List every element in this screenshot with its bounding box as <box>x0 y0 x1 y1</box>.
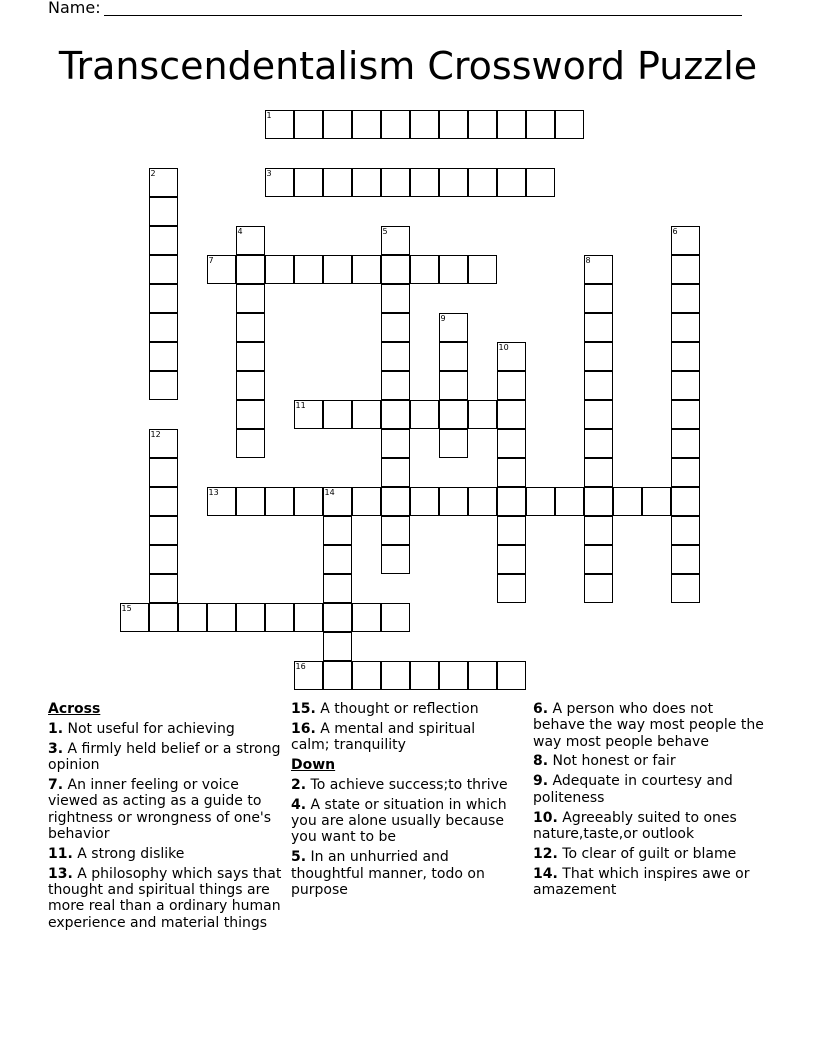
crossword-cell[interactable] <box>671 400 700 429</box>
crossword-cell[interactable] <box>671 284 700 313</box>
clue-text: To achieve success;to thrive <box>310 776 508 793</box>
crossword-cell[interactable] <box>149 284 178 313</box>
crossword-cell[interactable] <box>526 487 555 516</box>
crossword-cell[interactable] <box>352 487 381 516</box>
crossword-cell[interactable] <box>381 487 410 516</box>
crossword-cell[interactable] <box>381 400 410 429</box>
cell-number: 3 <box>266 169 272 178</box>
clue-number: 7. <box>48 776 64 793</box>
crossword-cell[interactable] <box>497 168 526 197</box>
clue-down-10 <box>533 810 769 843</box>
crossword-cell[interactable] <box>323 168 352 197</box>
crossword-cell[interactable] <box>381 255 410 284</box>
crossword-cell[interactable] <box>526 168 555 197</box>
clues-column-2 <box>291 701 513 902</box>
clue-text: An inner feeling or voice viewed as acting as a guide to rightness or wrongness of one's behavior <box>48 776 272 842</box>
clue-text: A mental and spiritual calm; tranquility <box>291 720 476 754</box>
crossword-cell[interactable] <box>584 342 613 371</box>
crossword-cell[interactable] <box>468 661 497 690</box>
crossword-cell[interactable] <box>323 400 352 429</box>
clue-text: A philosophy which says that thought and spiritual things are more real than a ordinary human experience and material things <box>48 865 282 931</box>
crossword-cell[interactable] <box>381 342 410 371</box>
clue-number: 11. <box>48 845 73 862</box>
crossword-cell[interactable] <box>236 313 265 342</box>
crossword-cell[interactable] <box>149 458 178 487</box>
clue-text: To clear of guilt or blame <box>562 845 737 862</box>
crossword-cell[interactable] <box>584 487 613 516</box>
clue-number: 13. <box>48 865 73 882</box>
cell-number: 5 <box>382 227 388 236</box>
crossword-cell[interactable] <box>352 661 381 690</box>
cell-number: 13 <box>208 488 219 497</box>
crossword-cell[interactable] <box>236 284 265 313</box>
clue-down-12 <box>533 846 769 862</box>
crossword-cell[interactable] <box>468 168 497 197</box>
clue-number: 12. <box>533 845 558 862</box>
crossword-cell[interactable] <box>149 255 178 284</box>
cell-number: 9 <box>440 314 446 323</box>
clue-text: A person who does not behave the way most people the way most people behave <box>533 701 764 750</box>
crossword-cell[interactable] <box>439 661 468 690</box>
crossword-cell[interactable] <box>439 255 468 284</box>
crossword-cell[interactable] <box>497 342 526 371</box>
clues-column-1 <box>48 701 284 934</box>
clue-number: 16. <box>291 720 316 737</box>
crossword-cell[interactable] <box>323 516 352 545</box>
crossword-cell[interactable] <box>294 400 323 429</box>
clue-down-6 <box>533 701 769 750</box>
crossword-cell[interactable] <box>584 516 613 545</box>
crossword-cell[interactable] <box>323 661 352 690</box>
crossword-cell[interactable] <box>671 313 700 342</box>
crossword-cell[interactable] <box>584 545 613 574</box>
crossword-cell[interactable] <box>439 400 468 429</box>
crossword-cell[interactable] <box>207 255 236 284</box>
crossword-cell[interactable] <box>381 661 410 690</box>
cell-number: 12 <box>150 430 161 439</box>
clue-across-16 <box>291 721 513 754</box>
crossword-cell[interactable] <box>497 487 526 516</box>
clue-text: A firmly held belief or a strong opinion <box>48 740 281 774</box>
clue-down-8 <box>533 753 769 769</box>
crossword-cell[interactable] <box>468 255 497 284</box>
clue-across-7 <box>48 777 284 842</box>
crossword-cell[interactable] <box>671 371 700 400</box>
crossword-cell[interactable] <box>584 400 613 429</box>
crossword-cell[interactable] <box>381 371 410 400</box>
crossword-cell[interactable] <box>584 429 613 458</box>
crossword-cell[interactable] <box>120 603 149 632</box>
crossword-cell[interactable] <box>671 429 700 458</box>
cell-number: 1 <box>266 111 272 120</box>
crossword-cell[interactable] <box>381 516 410 545</box>
clue-text: Adequate in courtesy and politeness <box>533 773 733 806</box>
crossword-cell[interactable] <box>207 603 236 632</box>
clue-down-9 <box>533 773 769 806</box>
crossword-cell[interactable] <box>323 574 352 603</box>
crossword-cell[interactable] <box>323 632 352 661</box>
crossword-cell[interactable] <box>410 255 439 284</box>
crossword-cell[interactable] <box>294 487 323 516</box>
clue-text: A strong dislike <box>77 845 185 862</box>
clue-text: Not useful for achieving <box>67 720 235 737</box>
crossword-cell[interactable] <box>352 110 381 139</box>
clue-down-5 <box>291 849 513 898</box>
crossword-cell[interactable] <box>323 603 352 632</box>
crossword-cell[interactable] <box>236 400 265 429</box>
crossword-cell[interactable] <box>410 487 439 516</box>
clue-number: 4. <box>291 796 307 813</box>
crossword-cell[interactable] <box>497 661 526 690</box>
crossword-cell[interactable] <box>352 400 381 429</box>
crossword-cell[interactable] <box>149 168 178 197</box>
crossword-cell[interactable] <box>265 487 294 516</box>
crossword-cell[interactable] <box>149 197 178 226</box>
crossword-cell[interactable] <box>555 110 584 139</box>
crossword-cell[interactable] <box>584 458 613 487</box>
crossword-cell[interactable] <box>671 226 700 255</box>
crossword-cell[interactable] <box>468 400 497 429</box>
crossword-cell[interactable] <box>439 168 468 197</box>
clue-number: 9. <box>533 773 549 790</box>
crossword-cell[interactable] <box>584 255 613 284</box>
crossword-cell[interactable] <box>236 226 265 255</box>
clue-text: Not honest or fair <box>552 753 676 770</box>
crossword-cell[interactable] <box>352 255 381 284</box>
cell-number: 7 <box>208 256 214 265</box>
crossword-cell[interactable] <box>207 487 236 516</box>
crossword-cell[interactable] <box>323 487 352 516</box>
cell-number: 11 <box>295 401 306 410</box>
cell-number: 2 <box>150 169 156 178</box>
crossword-cell[interactable] <box>149 516 178 545</box>
crossword-cell[interactable] <box>236 429 265 458</box>
crossword-cell[interactable] <box>236 342 265 371</box>
crossword-cell[interactable] <box>439 371 468 400</box>
crossword-cell[interactable] <box>671 487 700 516</box>
crossword-cell[interactable] <box>381 545 410 574</box>
crossword-cell[interactable] <box>410 400 439 429</box>
crossword-cell[interactable] <box>236 487 265 516</box>
crossword-cell[interactable] <box>149 342 178 371</box>
clue-across-1 <box>48 721 284 737</box>
crossword-cell[interactable] <box>497 458 526 487</box>
crossword-cell[interactable] <box>671 255 700 284</box>
clue-across-3 <box>48 741 284 774</box>
crossword-cell[interactable] <box>265 168 294 197</box>
crossword-cell[interactable] <box>526 110 555 139</box>
cell-number: 6 <box>672 227 678 236</box>
crossword-cell[interactable] <box>439 429 468 458</box>
clue-across-13 <box>48 866 284 931</box>
crossword-cell[interactable] <box>149 574 178 603</box>
cell-number: 14 <box>324 488 335 497</box>
cell-number: 15 <box>121 604 132 613</box>
clue-text: In an unhurried and thoughtful manner, todo on purpose <box>291 849 485 898</box>
clue-number: 15. <box>291 701 316 717</box>
crossword-cell[interactable] <box>468 487 497 516</box>
crossword-cell[interactable] <box>149 371 178 400</box>
crossword-cell[interactable] <box>352 168 381 197</box>
crossword-cell[interactable] <box>584 371 613 400</box>
crossword-cell[interactable] <box>265 603 294 632</box>
crossword-cell[interactable] <box>584 313 613 342</box>
clue-number: 8. <box>533 753 549 770</box>
crossword-cell[interactable] <box>671 545 700 574</box>
crossword-cell[interactable] <box>265 255 294 284</box>
clue-down-2 <box>291 777 513 793</box>
clue-number: 14. <box>533 865 558 882</box>
crossword-cell[interactable] <box>468 110 497 139</box>
crossword-cell[interactable] <box>555 487 584 516</box>
crossword-cell[interactable] <box>178 603 207 632</box>
crossword-cell[interactable] <box>381 429 410 458</box>
clue-number: 5. <box>291 849 307 866</box>
crossword-cell[interactable] <box>149 487 178 516</box>
crossword-cell[interactable] <box>294 661 323 690</box>
crossword-cell[interactable] <box>497 371 526 400</box>
crossword-cell[interactable] <box>497 110 526 139</box>
crossword-cell[interactable] <box>352 603 381 632</box>
clue-number: 10. <box>533 809 558 826</box>
crossword-cell[interactable] <box>381 226 410 255</box>
crossword-cell[interactable] <box>323 110 352 139</box>
clue-text: A state or situation in which you are alone usually because you want to be <box>291 796 507 846</box>
crossword-cell[interactable] <box>497 545 526 574</box>
crossword-cell[interactable] <box>381 110 410 139</box>
crossword-cell[interactable] <box>439 110 468 139</box>
clue-text: Agreeably suited to ones nature,taste,or outlook <box>533 809 737 842</box>
crossword-cell[interactable] <box>381 168 410 197</box>
cell-number: 8 <box>585 256 591 265</box>
crossword-cell[interactable] <box>265 110 294 139</box>
crossword-cell[interactable] <box>613 487 642 516</box>
crossword-cell[interactable] <box>410 110 439 139</box>
clue-number: 6. <box>533 701 549 717</box>
name-label: Name: <box>48 0 101 17</box>
across-heading: Across <box>48 701 101 717</box>
clue-down-14 <box>533 866 769 899</box>
crossword-cell[interactable] <box>236 255 265 284</box>
clue-text: A thought or reflection <box>320 701 479 717</box>
crossword-cell[interactable] <box>294 255 323 284</box>
crossword-cell[interactable] <box>410 661 439 690</box>
crossword-cell[interactable] <box>497 574 526 603</box>
crossword-cell[interactable] <box>439 487 468 516</box>
crossword-cell[interactable] <box>497 429 526 458</box>
crossword-cell[interactable] <box>497 516 526 545</box>
crossword-cell[interactable] <box>294 603 323 632</box>
crossword-cell[interactable] <box>381 284 410 313</box>
cell-number: 4 <box>237 227 243 236</box>
crossword-cell[interactable] <box>671 458 700 487</box>
crossword-cell[interactable] <box>149 429 178 458</box>
crossword-cell[interactable] <box>381 603 410 632</box>
crossword-cell[interactable] <box>584 574 613 603</box>
clue-number: 1. <box>48 720 64 737</box>
puzzle-title: Transcendentalism Crossword Puzzle <box>58 44 758 88</box>
crossword-cell[interactable] <box>149 226 178 255</box>
down-heading: Down <box>291 757 336 774</box>
crossword-cell[interactable] <box>149 545 178 574</box>
crossword-cell[interactable] <box>439 342 468 371</box>
crossword-cell[interactable] <box>671 574 700 603</box>
crossword-cell[interactable] <box>323 545 352 574</box>
crossword-cell[interactable] <box>323 255 352 284</box>
crossword-cell[interactable] <box>671 342 700 371</box>
clue-across-15 <box>291 701 513 717</box>
crossword-cell[interactable] <box>294 168 323 197</box>
crossword-cell[interactable] <box>410 168 439 197</box>
crossword-cell[interactable] <box>236 603 265 632</box>
clues-column-3 <box>533 701 769 902</box>
crossword-cell[interactable] <box>381 458 410 487</box>
cell-number: 16 <box>295 662 306 671</box>
clue-down-4 <box>291 797 513 846</box>
clue-text: That which inspires awe or amazement <box>533 865 750 898</box>
clue-number: 3. <box>48 740 64 757</box>
clue-across-11 <box>48 846 284 862</box>
crossword-cell[interactable] <box>149 313 178 342</box>
crossword-cell[interactable] <box>294 110 323 139</box>
crossword-cell[interactable] <box>584 284 613 313</box>
cell-number: 10 <box>498 343 509 352</box>
clue-number: 2. <box>291 776 307 793</box>
crossword-cell[interactable] <box>671 516 700 545</box>
crossword-cell[interactable] <box>381 313 410 342</box>
crossword-cell[interactable] <box>236 371 265 400</box>
crossword-cell[interactable] <box>439 313 468 342</box>
crossword-cell[interactable] <box>642 487 671 516</box>
crossword-cell[interactable] <box>149 603 178 632</box>
crossword-cell[interactable] <box>497 400 526 429</box>
